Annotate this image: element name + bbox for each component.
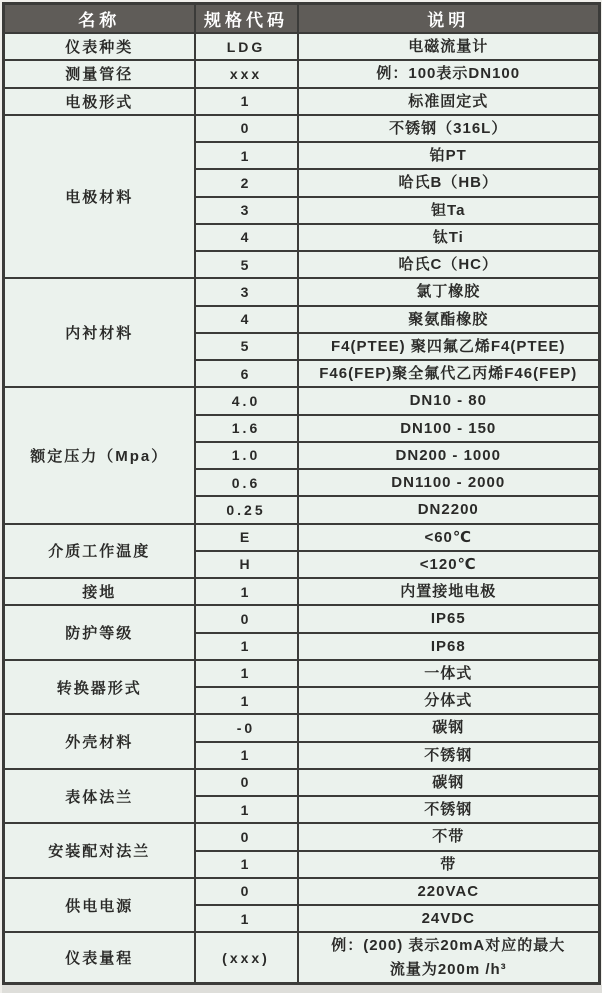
spec-name-cell: 电极形式: [4, 88, 195, 115]
table-row: [4, 660, 600, 687]
spec-desc-cell: 碳钢: [298, 769, 600, 796]
spec-desc-cell: 聚氨酯橡胶: [298, 306, 600, 333]
spec-name-cell: 表体法兰: [4, 769, 195, 824]
spec-desc-cell: DN10 - 80: [298, 387, 600, 414]
spec-name-cell: 供电电源: [4, 878, 195, 933]
spec-code-cell: 3: [195, 278, 298, 305]
table-row: [4, 33, 600, 60]
spec-desc-cell: DN2200: [298, 496, 600, 523]
spec-name-cell: 内衬材料: [4, 278, 195, 387]
spec-code-cell: 4: [195, 224, 298, 251]
spec-code-cell: 1: [195, 687, 298, 714]
spec-code-cell: xxx: [195, 60, 298, 87]
spec-desc-cell: DN100 - 150: [298, 415, 600, 442]
spec-desc-cell: 例：100表示DN100: [298, 60, 600, 87]
spec-code-cell: -0: [195, 714, 298, 741]
spec-desc-cell: IP65: [298, 605, 600, 632]
spec-code-cell: 2: [195, 169, 298, 196]
table-row: [4, 578, 600, 605]
table-row: [4, 524, 600, 551]
spec-code-cell: 6: [195, 360, 298, 387]
spec-desc-cell: IP68: [298, 633, 600, 660]
spec-desc-cell: 220VAC: [298, 878, 600, 905]
spec-code-cell: 1: [195, 742, 298, 769]
spec-name-cell: 电极材料: [4, 115, 195, 279]
spec-code-cell: 1.0: [195, 442, 298, 469]
spec-code-cell: LDG: [195, 33, 298, 60]
spec-name-cell: 外壳材料: [4, 714, 195, 769]
spec-code-cell: 4: [195, 306, 298, 333]
spec-code-cell: 1: [195, 578, 298, 605]
header-desc: 说明: [298, 4, 600, 34]
spec-desc-cell: 哈氏B（HB）: [298, 169, 600, 196]
spec-desc-cell: 24VDC: [298, 905, 600, 932]
spec-code-cell: 1: [195, 633, 298, 660]
spec-desc-cell: 铂PT: [298, 142, 600, 169]
spec-desc-cell: 哈氏C（HC）: [298, 251, 600, 278]
spec-code-cell: 1.6: [195, 415, 298, 442]
spec-code-cell: 0: [195, 823, 298, 850]
spec-code-cell: 0: [195, 769, 298, 796]
spec-name-cell: 额定压力（Mpa）: [4, 387, 195, 523]
spec-name-cell: 防护等级: [4, 605, 195, 660]
spec-code-cell: 5: [195, 333, 298, 360]
spec-desc-cell: 不锈钢（316L）: [298, 115, 600, 142]
table-row: [4, 823, 600, 850]
table-row: [4, 605, 600, 632]
spec-code-cell: 3: [195, 197, 298, 224]
spec-desc-cell: DN200 - 1000: [298, 442, 600, 469]
spec-desc-cell: <60℃: [298, 524, 600, 551]
table-row: [4, 714, 600, 741]
spec-desc-cell: 不带: [298, 823, 600, 850]
spec-desc-cell: 氯丁橡胶: [298, 278, 600, 305]
spec-desc-cell: 带: [298, 851, 600, 878]
spec-desc-cell: 不锈钢: [298, 742, 600, 769]
spec-code-cell: 1: [195, 796, 298, 823]
table-row: [4, 878, 600, 905]
spec-name-cell: 接地: [4, 578, 195, 605]
spec-desc-cell: 不锈钢: [298, 796, 600, 823]
spec-desc-cell: 碳钢: [298, 714, 600, 741]
spec-code-cell: H: [195, 551, 298, 578]
table-row: [4, 60, 600, 87]
spec-table-body: [4, 33, 600, 983]
photo-edge-strip: [2, 985, 602, 993]
table-row: [4, 88, 600, 115]
spec-desc-cell: 分体式: [298, 687, 600, 714]
spec-name-cell: 安装配对法兰: [4, 823, 195, 878]
spec-code-cell: 0: [195, 605, 298, 632]
spec-desc-cell: 例：(200) 表示20mA对应的最大 流量为200m /h³: [298, 932, 600, 983]
spec-desc-cell: F4(PTEE) 聚四氟乙烯F4(PTEE): [298, 333, 600, 360]
spec-desc-cell: 电磁流量计: [298, 33, 600, 60]
spec-code-cell: 4.0: [195, 387, 298, 414]
spec-code-cell: 0.6: [195, 469, 298, 496]
spec-desc-cell: 钛Ti: [298, 224, 600, 251]
header-row: [4, 4, 600, 34]
header-name: 名称: [4, 4, 195, 34]
table-row: [4, 278, 600, 305]
spec-code-cell: 1: [195, 660, 298, 687]
spec-desc-cell: <120℃: [298, 551, 600, 578]
spec-desc-cell: DN1100 - 2000: [298, 469, 600, 496]
spec-desc-cell: 一体式: [298, 660, 600, 687]
table-header: [4, 4, 600, 34]
table-row: [4, 115, 600, 142]
spec-code-cell: 1: [195, 142, 298, 169]
table-row: [4, 769, 600, 796]
spec-name-cell: 仪表量程: [4, 932, 195, 983]
spec-desc-cell: F46(FEP)聚全氟代乙丙烯F46(FEP): [298, 360, 600, 387]
header-code: 规格代码: [195, 4, 298, 34]
spec-code-cell: 1: [195, 905, 298, 932]
spec-code-cell: 1: [195, 851, 298, 878]
spec-name-cell: 仪表种类: [4, 33, 195, 60]
spec-code-cell: 5: [195, 251, 298, 278]
spec-code-cell: (xxx): [195, 932, 298, 983]
spec-code-cell: 0.25: [195, 496, 298, 523]
spec-desc-cell: 内置接地电极: [298, 578, 600, 605]
spec-code-cell: E: [195, 524, 298, 551]
spec-desc-cell: 钽Ta: [298, 197, 600, 224]
spec-code-table: [2, 2, 601, 985]
table-row: [4, 932, 600, 983]
spec-desc-cell: 标准固定式: [298, 88, 600, 115]
spec-code-cell: 1: [195, 88, 298, 115]
spec-name-cell: 转换器形式: [4, 660, 195, 715]
spec-name-cell: 介质工作温度: [4, 524, 195, 579]
spec-code-cell: 0: [195, 878, 298, 905]
spec-name-cell: 测量管径: [4, 60, 195, 87]
table-row: [4, 387, 600, 414]
spec-code-cell: 0: [195, 115, 298, 142]
